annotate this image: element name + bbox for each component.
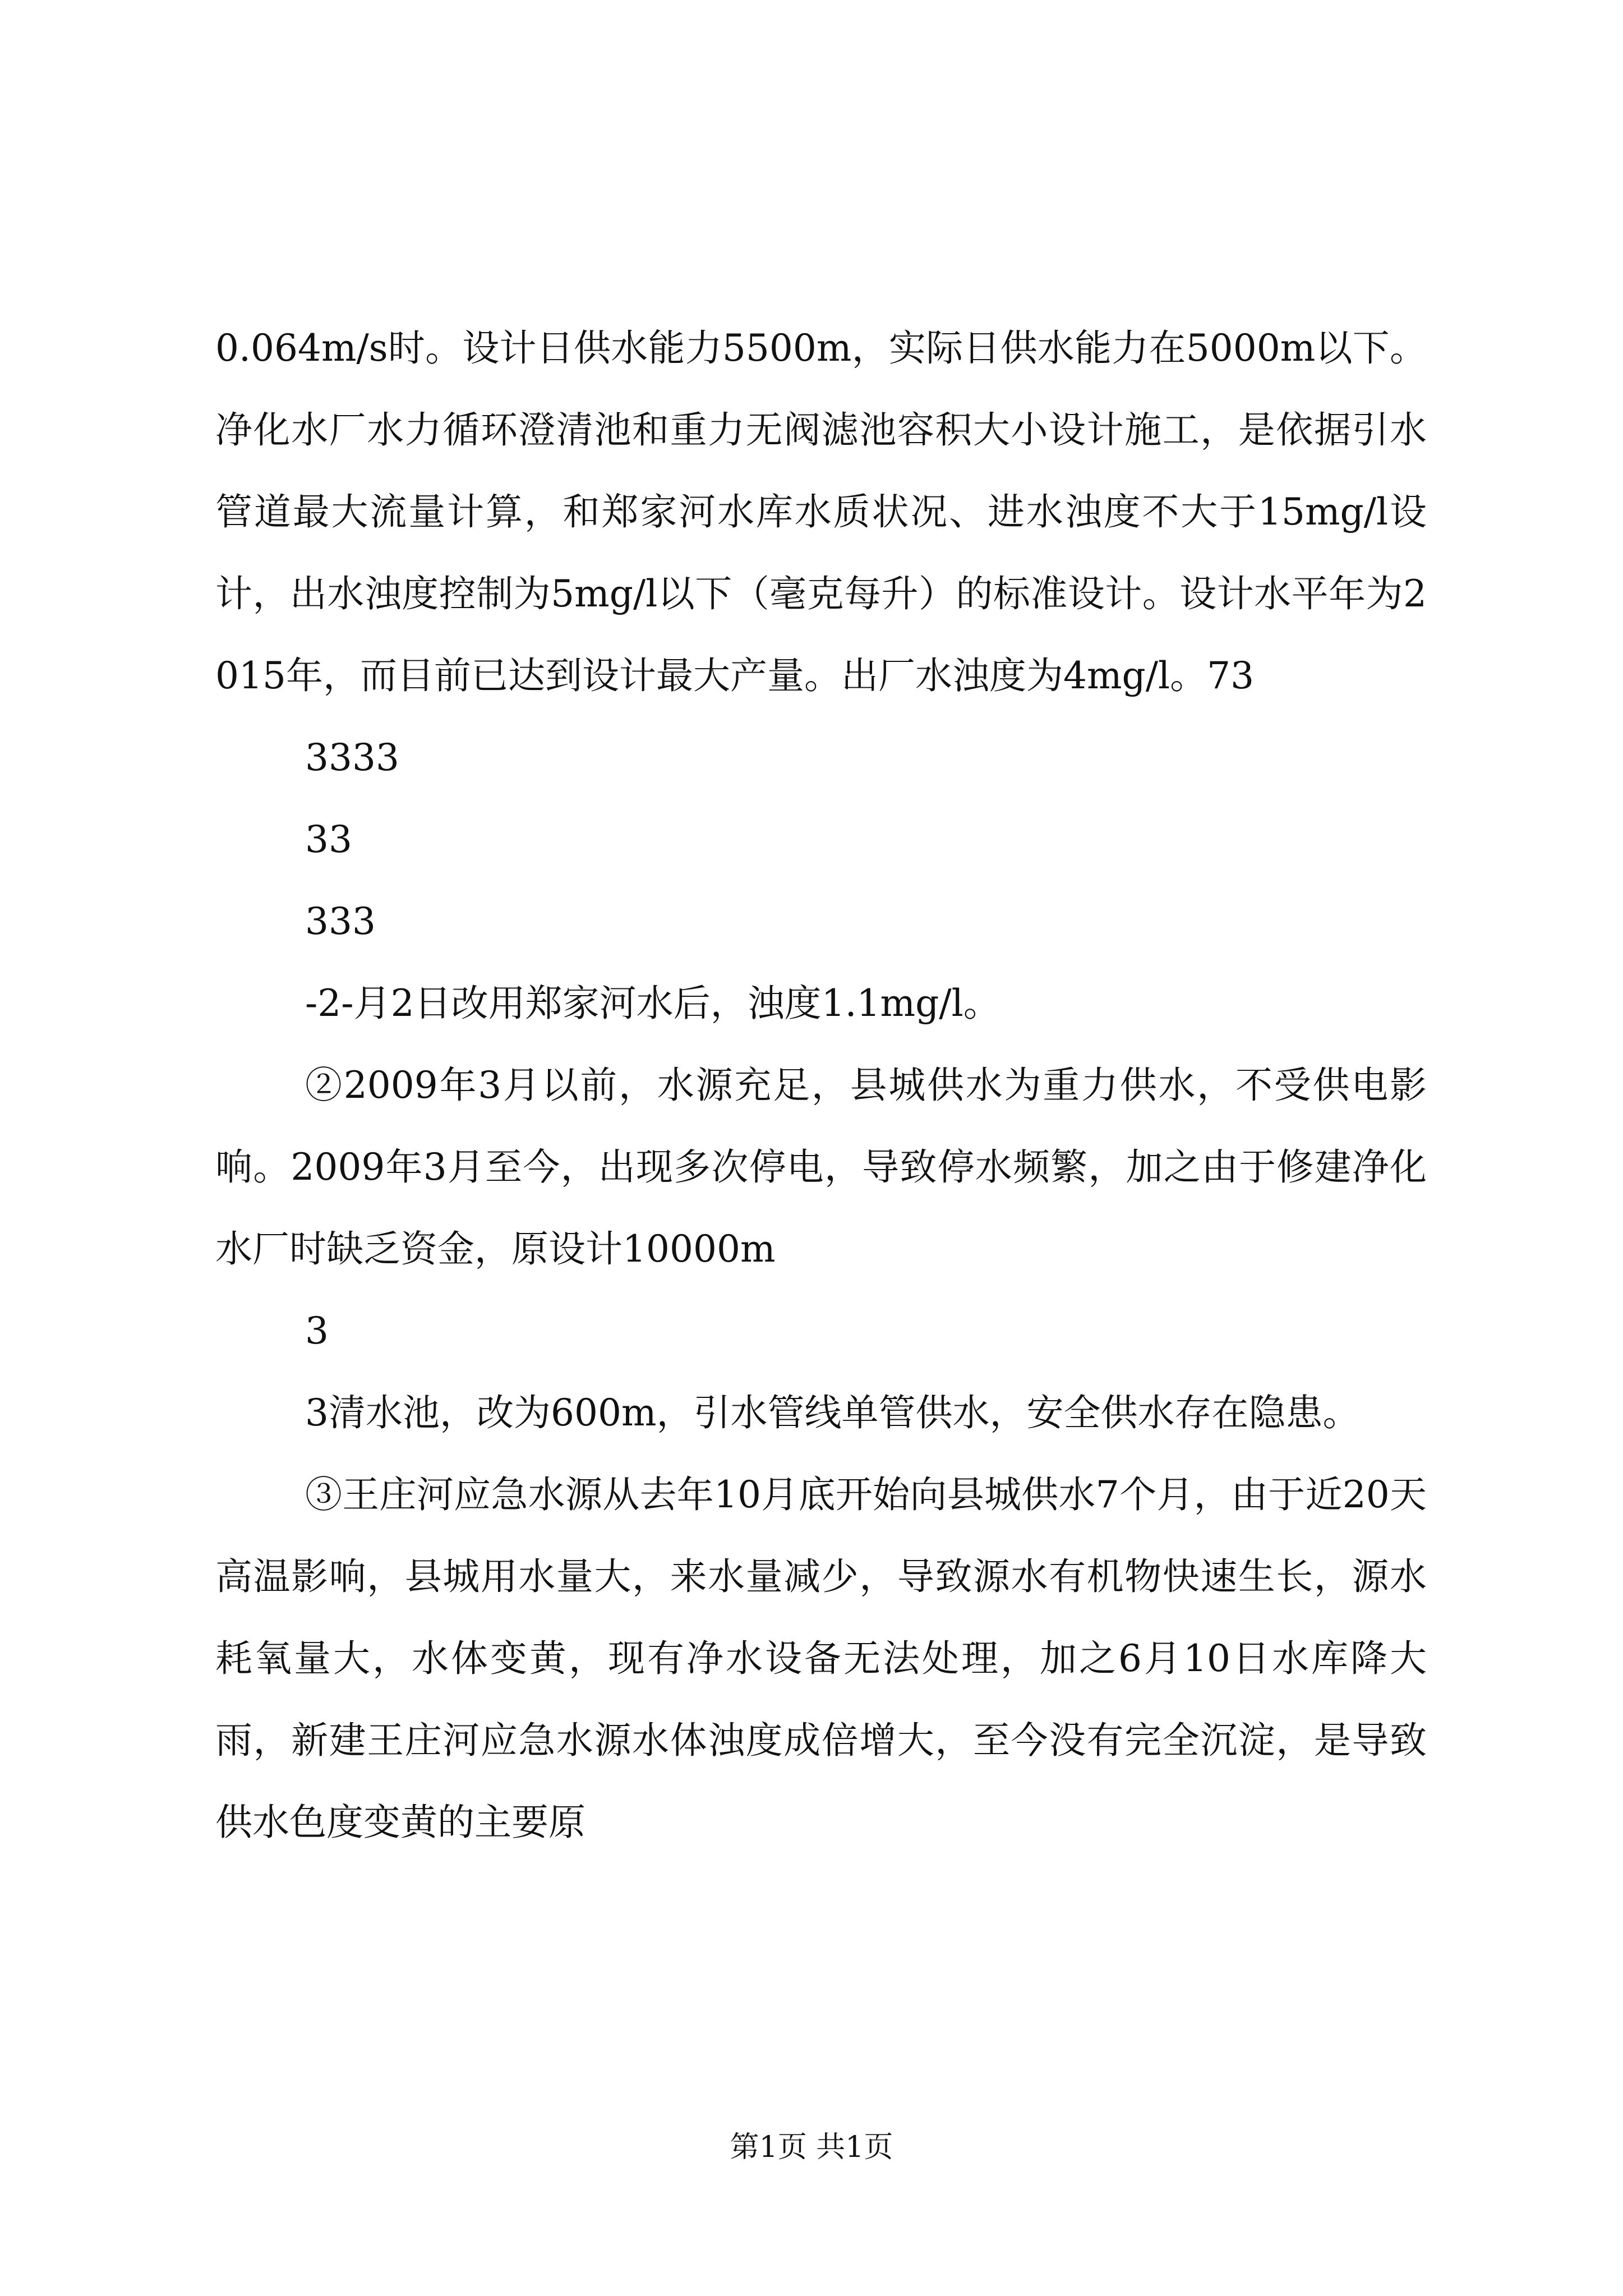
paragraph-fragment: 333 — [305, 900, 376, 943]
paragraph-fragment: 3333 — [305, 736, 399, 779]
paragraph-clear-water-tank: 3清水池，改为600m，引水管线单管供水，安全供水存在隐患。 — [305, 1391, 1360, 1434]
page-footer: 第1页 共1页 — [730, 2131, 893, 2164]
paragraph-turbidity-note: -2-月2日改用郑家河水后，浊度1.1mg/l。 — [305, 982, 1000, 1025]
paragraph-water-supply-capacity: 0.064m/s时。设计日供水能力5500m，实际日供水能力在5000m以下。净化水厂水力循环澄清池和重力无阀滤池容积大小设计施工，是依据引水管道最大流量计算，和郑家河水库水质状况、进水浊度不大于15mg/l设计，出水浊度控制为5mg/l以下（毫克每升）的标准设计。设计水平年为2015年，而目前已达到设计最大产量。出厂水浊度为4mg/l。73 — [215, 326, 1427, 697]
paragraph-point-2: ②2009年3月以前，水源充足，县城供水为重力供水，不受供电影响。2009年3月至今，出现多次停电，导致停水频繁，加之由于修建净化水厂时缺乏资金，原设计10000m — [215, 1064, 1427, 1271]
paragraph-fragment: 3 — [305, 1309, 329, 1352]
document-body — [215, 307, 1427, 1864]
paragraph-fragment: 33 — [305, 818, 352, 861]
paragraph-point-3: ③王庄河应急水源从去年10月底开始向县城供水7个月，由于近20天高温影响，县城用水量大，来水量减少，导致源水有机物快速生长，源水耗氧量大，水体变黄，现有净水设备无法处理，加之6月10日水库降大雨，新建王庄河应急水源水体浊度成倍增大，至今没有完全沉淀，是导致供水色度变黄的主要原 — [215, 1473, 1427, 1844]
